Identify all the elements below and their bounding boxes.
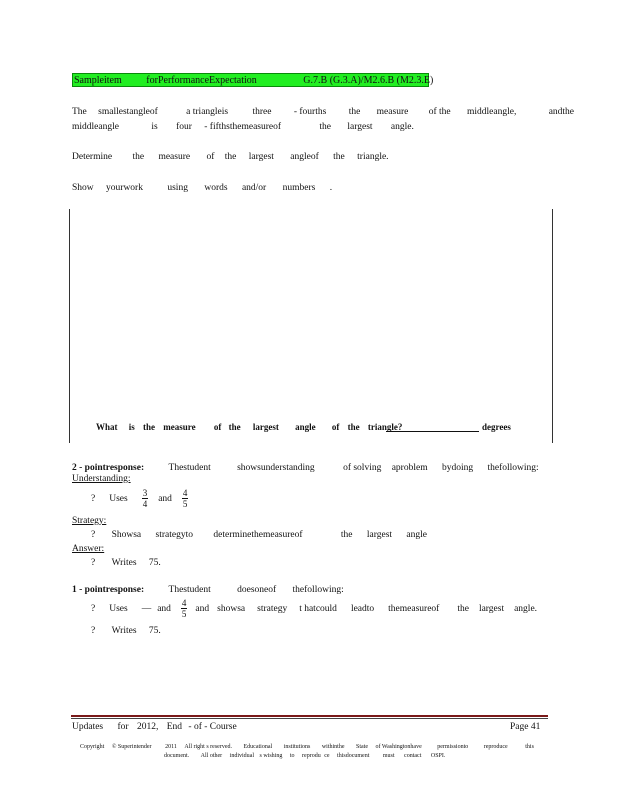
page-number: Page 41 xyxy=(510,722,541,732)
footer-rule xyxy=(71,715,548,717)
one-point-bullet-1: ? Uses — and $\frac{4}{5}$ and showsa strategy t hatcould leadto themeasureof the largest angle. xyxy=(91,598,538,619)
show-work-instruction: Show yourwork using words and/or numbers . xyxy=(72,183,333,193)
copyright-line-2: document. All other individual s wishing to reprodu ce thisdocument must contact OSPI. xyxy=(164,753,446,759)
strategy-bullet: ? Showsa strategyto determinethemeasureof the largest angle xyxy=(91,530,427,540)
two-point-intro: 2 - pointresponse: Thestudent showsunderstanding of solving aproblem bydoing thefollowing: xyxy=(72,463,539,473)
sample-item-label: Sampleitem xyxy=(74,75,122,86)
footer-updates: Updates for 2012, End - of - Course xyxy=(72,722,237,732)
fraction-four-fifths: $\frac{4}{5}$ xyxy=(182,488,188,509)
one-point-label: 1 - pointresponse: xyxy=(72,585,145,595)
answer-prompt: What is the measure of the largest angle of the triangle? xyxy=(96,422,403,432)
answer-heading: Answer: xyxy=(72,544,105,554)
expectation-label: forPerformanceExpectation xyxy=(146,75,257,86)
answer-unit: degrees xyxy=(482,422,511,432)
answer-blank-line[interactable] xyxy=(386,431,479,432)
problem-line-1: The smallestangleof a triangleis three - fourths the measure of the middleangle, andthe xyxy=(72,107,575,117)
fraction-three-fourths: $\frac{3}{4}$ xyxy=(142,488,148,509)
fraction-four-fifths-b: $\frac{4}{5}$ xyxy=(181,598,187,619)
one-point-bullet-2: ? Writes 75. xyxy=(91,626,161,636)
two-point-label: 2 - pointresponse: xyxy=(72,463,145,473)
understanding-bullet: ? Uses $\frac{3}{4}$ and $\frac{4}{5}$ xyxy=(91,488,188,509)
problem-line-2: middleangle is four - fifthsthemeasureof the largest angle. xyxy=(72,122,414,132)
strategy-heading: Strategy: xyxy=(72,516,107,526)
footer-rule-thin xyxy=(71,718,548,719)
work-area-box[interactable] xyxy=(69,209,553,443)
item-header-bar xyxy=(72,73,434,87)
determine-instruction: Determine the measure of the largest angleof the triangle. xyxy=(72,152,389,162)
copyright-line-1: Copyright © Superintender 2011 All right s reserved. Educational institutions withinthe State of Washingtonhave permissionto reproduce this xyxy=(80,744,534,750)
one-point-intro: 1 - pointresponse: Thestudent doesoneof thefollowing: xyxy=(72,585,344,595)
expectation-codes: G.7.B (G.3.A)/M2.6.B (M2.3.E) xyxy=(303,75,434,86)
answer-bullet: ? Writes 75. xyxy=(91,558,161,568)
understanding-heading: Understanding: xyxy=(72,474,131,484)
